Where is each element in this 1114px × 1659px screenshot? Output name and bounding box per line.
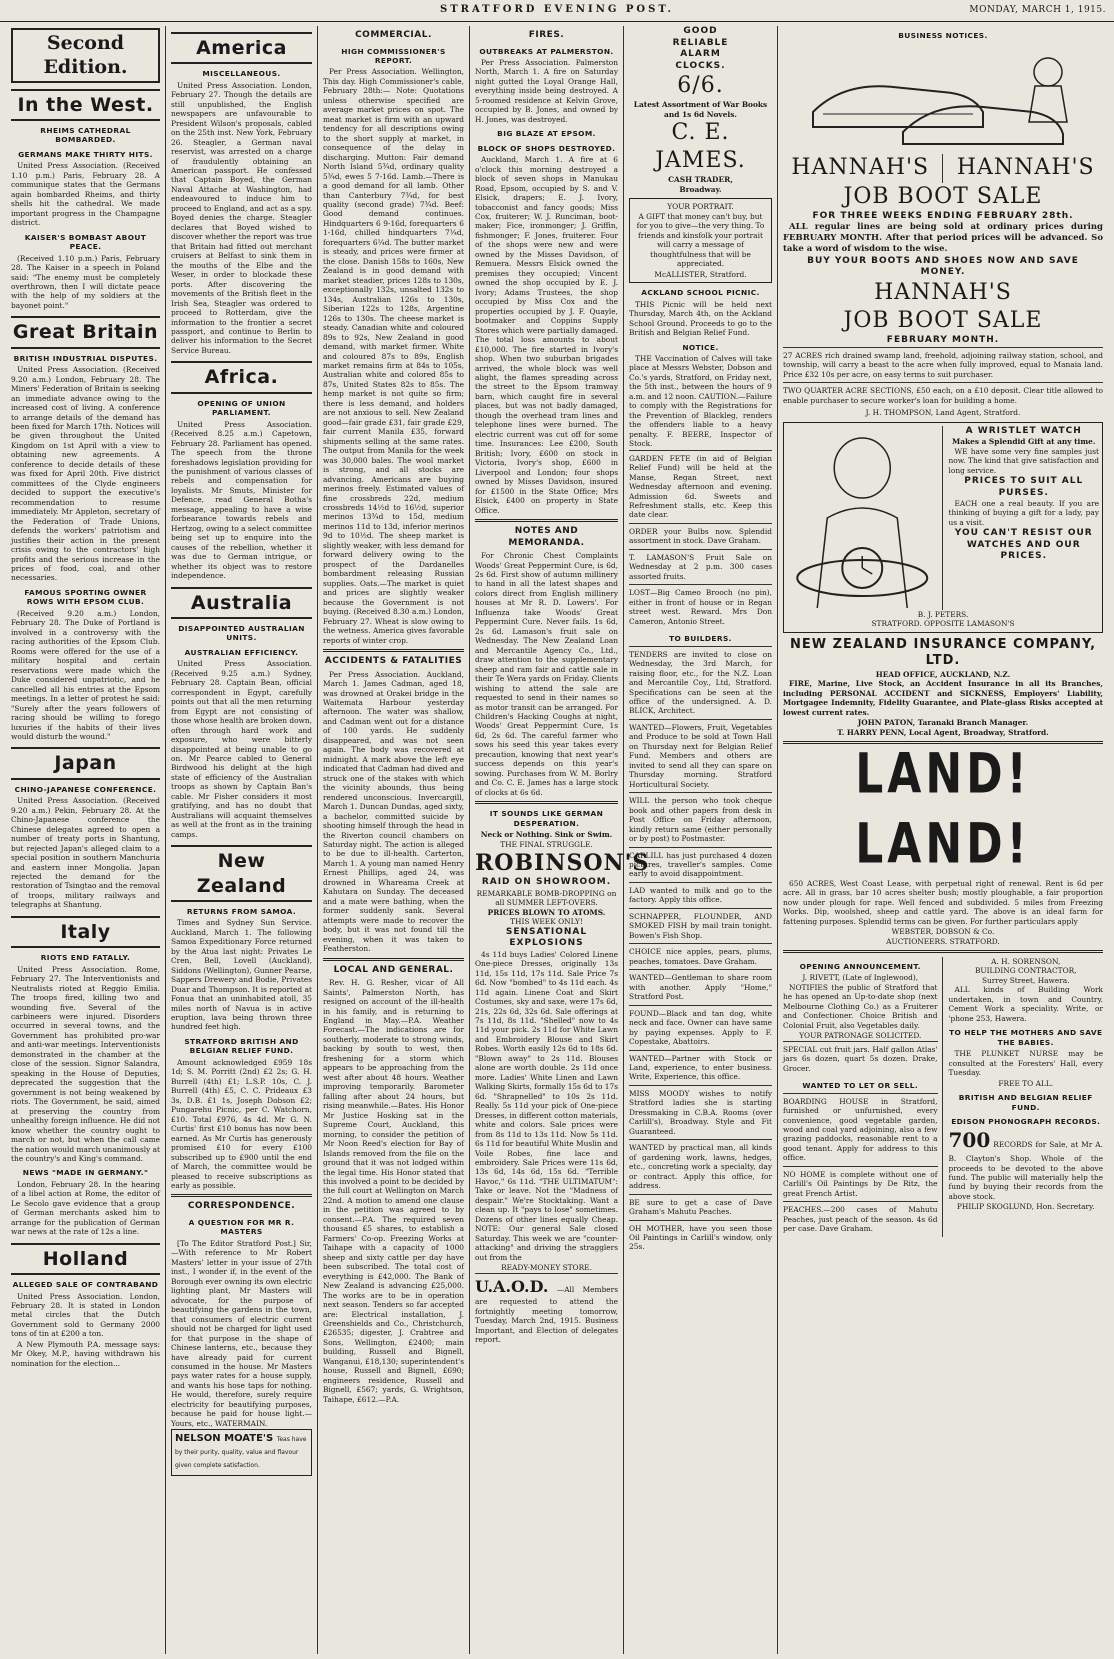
ad-line: PRICES BLOWN TO ATOMS. [487,907,606,917]
ad-line: GOOD [683,26,718,36]
classified: WANTED by practical man, all kinds of gardening work, lawns, hedges, etc., concreting work a specialty, day or contract. Apply this office, for address. [629,1139,772,1193]
ad-line: CASH TRADER, [668,175,733,185]
ad-line: McALLISTER, Stratford. [654,269,747,279]
headline: GERMANS MAKE THIRTY HITS. [18,149,153,159]
ad-line: FEBRUARY MONTH. [886,335,1000,346]
ad-line: Latest Assortment of War Books and 1s 6d Novels. [633,100,768,119]
section-heading: NOTES AND MEMORANDA. [508,526,585,548]
category-west: In the West. [11,89,160,121]
headline: AUSTRALIAN EFFICIENCY. [184,647,299,657]
ad-text: ALL kinds of Building Work undertaken, in town and Country. Cement Work a speciality. Write, or 'phone 253, Hawera. [948,985,1103,1023]
headline: WANTED TO LET OR SELL. [802,1081,919,1091]
headline: OUTBREAKS AT PALMERSTON. [479,46,614,56]
boot-illustration-icon [783,42,1103,152]
article-text: Amount acknowledged £959 18s 1d; S. M. Porritt (2nd) £2 2s; G. H. Burrell (4th) £1; L.S.P. 10s, C. J. Burrell (4th) £5, C. C. Prideaux £3 3s, D.B. £1 1s, Joseph Dobson £2; Pungarehu Picnic, per C. Watchorn, £10. Total £976, 4s 4d. Mr G. N. Curtis' first £10 bonus has now been earned. As Mr Curtis has generously promised £10 for every £100 subscribed up to £900 until the end of March, the committee would be pleased to receive subscriptions as early as possible. [171,1057,312,1190]
column-4 [470,26,650,1654]
headline: BLOCK OF SHOPS DESTROYED. [477,143,616,153]
uaod-text: —All Members are requested to attend the fortnightly meeting tomorrow, Tuesday, March 2nd, 1915. Business Important, and Election of delegates report. [475,1284,618,1344]
nelson-moate-ad [171,1429,312,1475]
article-text: Auckland, March 1. A fire at 6 o'clock this morning destroyed a block of seven shops in Manukau Road, Epsom, occupied by S. and V. Elsick, drapers; E. J. Ivory, tobacconist and fancy goods; Miss Cox, fruiterer; W. J. Runciman, boot-maker; Fice, ironmonger; J. Griffin, fishmonger; F. Jones, fruiterer. Four of the shops were new and were owned by the Misses Davidson, of Remuera. Messrs Elsick owned the premises they occupied; Vincent owned the shop occupied by E. J. Ivory; Adams Trustees, the shop occupied by Miss Cox and the properties occupied by J. F. Quayle, bootmaker and Coppins Supply Stores which were partially damaged. The total loss amounts to about £10,000. The fire started in Ivory's shop. When two suburban brigades arrived, the whole block was well alight, the flames spreading across the street to the Epsom tramway barn, which caught fire in several places, but was not badly damaged, though the overhead tram lines and telephone lines were burned. The electric current was cut off for some time. Insurances: Lee £200, South British; Ivory, £600 on stock in Victoria, Ivory's shop, £600 in Liverpool and London; four shops owned by Misses Davidson, insured for £1500 in the State Office; Mrs Elsick, £400 on property in State Office. [475,155,618,515]
ad-line: FOR THREE WEEKS ENDING FEBRUARY 28th. [812,210,1074,221]
uaod-title: U.A.O.D. [475,1276,549,1296]
masthead-date: MONDAY, MARCH 1, 1915. [969,5,1106,15]
category-britain: Great Britain [11,316,160,348]
section-heading: COMMERCIAL. [355,30,432,40]
classified: 27 ACRES rich drained swamp land, freehold, adjoining railway station, school, and township, will carry a beast to the acre when fully improved, equal to Manaia land. Price £32 10s per acre, on easy terms to suit purchaser. [783,347,1103,382]
column-6 [778,26,1108,1654]
ad-line: T. HARRY PENN, Local Agent, Broadway, Stratford. [837,727,1049,737]
nz-insurance-ad [783,637,1103,738]
ad-line: RELIABLE [672,37,729,48]
article-text: Per Press Association. Palmerston North, March 1. A fire on Saturday night gutted the Loyal Orange Hall, everything inside being destroyed. A 5-roomed residence at Kelvin Grove, occupied by B. Jones, and owned by H. Jones, was destroyed. [475,57,618,124]
article-text: Times and Sydney Sun Service. Auckland, March 1. The following Samoa Expeditionary Force returned by the Atua last night: Privates Le Cren, Bell, Lovell (Auckland), Siddons (Wellington), Gunner Pearse, Sappers Drewery and Bodie, Privates Duar and Thompson. It is reported at Fonua that an uninhabited atoll, 35 miles north of Navua is in active eruption, lava being thrown three hundred feet high. [171,918,312,1032]
headline: IT SOUNDS LIKE GERMAN DESPERATION. [489,809,604,828]
classified: OH MOTHER, have you seen those Oil Paintings in Carlill's window, only 25s. [629,1220,772,1255]
ad-line: READY-MONEY STORE. [501,1263,592,1273]
column-3 [318,26,470,1654]
category-australia: Australia [171,587,312,619]
column-1 [6,26,166,1654]
ad-text: 650 ACRES, West Coast Lease, with perpetual right of renewal. Rent is 6d per acre. All in grass, bar 10 acres shelter bush; mostly ploughable, a fair proportion now under plough for rape. Well fenced and subdivided. 5 miles from Freezing Works. Dip, woolshed, sheep and cattle yard. The above is an ideal farm for fattening purposes. Splendid terms can be given. For further particulars apply [783,878,1103,926]
ad-line: NEW ZEALAND INSURANCE COMPANY, LTD. [789,636,1097,669]
ad-line: HEAD OFFICE, AUCKLAND, N.Z. [875,669,1011,679]
ad-line: HANNAH'S [874,279,1012,305]
ad-line: A WRISTLET WATCH [965,425,1082,436]
classified: WILL the person who took cheque book and other papers from desk in Post Office on Friday afternoon, kindly return same (either personally or by post) to Postmaster. [629,792,772,846]
headline: TO HELP THE MOTHERS AND SAVE THE BABIES. [949,1028,1103,1047]
headline: BIG BLAZE AT EPSOM. [497,129,596,139]
ad-line: BUILDING CONTRACTOR, [974,966,1077,976]
masthead [0,0,1114,22]
notice-text: THE Vaccination of Calves will take place at Messrs Webster, Dobson and Co.'s yards, Stratford, on Friday next, the 5th inst., between the hours of 9 a.m. and 12 noon. CAUTION.—Failure to comply with the Registrations for the Prevention of Blackleg, renders the offenders liable to a heavy penalty. F. BEERE, Inspector of Stock. [629,353,772,449]
ad-price: 6/6. [677,73,724,99]
headline: RETURNS FROM SAMOA. [186,906,297,916]
wristlet-watch-ad [783,422,1103,633]
article-text: United Press Association. (Received 9.20 a.m.) London, February 28. The Miners' Federation of Britain is seeking an immediate advance owing to the increased cost of living. A conference to arrange details of the demand has been fixed for March 17th. Notices will be given throughout the United Kingdom on 1st April with a view to obtaining new agreements. A conference to decide details of these was fixed for April 20th. Five district committees of the Clyde engineers decided to support the executive's recommendation to resume immediately. Mr Appleton, secretary of the Federation of Trade Unions, defends the workers' patriotism and justifies their action in the present crisis owing to the contractors' high profits and the serious increase in the prices of food, coal, and other necessaries. [11,365,160,583]
article-text: United Press Association. London, February 28. It is stated in London metal circles that the Dutch Government sold to Germany 2000 tons of tin at £200 a ton. [11,1291,160,1339]
column-5 [624,26,778,1654]
classified: CARLILL has just purchased 4 dozen pictures, traveller's samples. Come early to avoid disappointment. [629,847,772,882]
category-new-zealand: New Zealand [171,845,312,902]
classified: SCHNAPPER, FLOUNDER, AND SMOKED FISH by mail train tonight. Bowen's Fish Shop. [629,908,772,943]
classified: GARDEN FETE (in aid of Belgian Relief Fund) will be held at the Manse, Regan Street, next Wednesday afternoon and evening. Admission 6d. Sweets and Refreshment stalls, etc. Keep this date clear. [629,450,772,523]
article-text: United Press Association. Rome, February 27. The Interventionists and Neutralists rioted at Reggio Emilia. The troops fired, killing two and wounding five. Several of the carbineers were injured. Disorders occurred in several towns, and the Government has prohibited pro-war and anti-war meetings. Interventionists demonstrated in the chamber at the close of the session. Signor Salandra, speaking in the House of Deputies, deprecated the suggestion that the government is not being weakened by riots. The Government, he said, aimed at preserving the country from unhealthy foreign influence. He did not know whether the country ought to march or not, but when the call came the nation would march unanimously at the country's and King's command. [11,964,161,1163]
classified: CHOICE nice apples, pears, plums, peaches, tomatoes. Dave Graham. [629,943,772,969]
headline: MISCELLANEOUS. [202,69,281,79]
headline: TO BUILDERS. [669,634,732,644]
headline: OPENING OF UNION PARLIAMENT. [197,398,286,418]
ad-text: EACH one a real beauty. If you are thinking of buying a gift for a lady, pay us a visit. [948,499,1099,527]
land-ad-title: LAND! LAND! [855,742,1031,877]
ad-line: PHILIP SKOGLUND, Hon. Secretary. [956,1202,1095,1212]
category-africa: Africa. [171,361,312,393]
classified: LOST—Big Cameo Brooch (no pin), either in front of house or in Regan street west. Reward. Mrs Don Cameron, Antonio Street. [629,584,772,629]
ad-line: SENSATIONAL EXPLOSIONS [505,926,588,949]
ad-line: J. H. THOMPSON, Land Agent, Stratford. [865,408,1021,418]
ad-name: NELSON MOATE'S [175,1433,274,1445]
article-text: Rev. H. G. Resher, vicar of All Saints', Palmerston North, has resigned on account of the ill-health in his family, and is returning to England in May.—P.A. Weather Forecast.—The indications are for southerly, moderate to strong winds, backing by south to west, then freshening for a storm which appears to be approaching from the west after about 48 hours. Weather improving temporarily. Barometer falling after about 24 hours, but rising meanwhile.—Bates. His Honor Mr Justice Hosking sat in the Supreme Court, Auckland, this morning, to consider the petition of Mr Noon Reed's election for Bay of Islands removed from the file on the ground that it was not lodged within the legal time. His Honor stated that this involved a point to be decided by the full court at Wellington on March 22nd. A motion to amend one clause in the petition was agreed to by consent.—P.A. The required seven thousand £5 shares, to establish a Farmers' Co-op. Freezing Works at Taihape with a capacity of 1000 sheep and sixty cattle per day have been subscribed. The total cost of everything is £42,000. The Bank of New Zealand is advancing £25,000. The works are to be in operation next season. Tenders so far accepted are: Electrical installation, J. Greenshields and Co., Christchurch, £26535; digester, J. Crabtree and Sons, Wellington, £2400; main building, Russell and Bignell, Wanganui, £18,130; superintendent's house, Russell and Bignell, £690; engineers residence, Russell and Bignell, £567; yards, G. Wrightson, Taihape, £612.—P.A. [323,978,464,1404]
article-text: United Press Association. (Received 1.10 p.m.) Paris, February 28. A communique states that the Germans again bombarded Rheims, and thirty shells hit the cathedral. We made important progress in the Champagne district. [11,161,160,228]
ad-line: HANNAH'S [956,155,1095,181]
column-2 [166,26,318,1654]
classified: WANTED—Gentleman to share room with another. Apply "Home," Stratford Post. [629,969,772,1004]
headline: NOTICE. [682,342,719,352]
ad-line: A. H. SORENSON, [991,956,1061,966]
classified: BE sure to get a case of Dave Graham's Mahutu Peaches. [629,1194,772,1220]
notice-text: THIS Picnic will be held next Thursday, March 4th, on the Ackland School Ground. Proceeds to go to the British and Belgian Relief Fund. [629,299,772,338]
category-america: America [171,32,312,64]
article-text: Per Press Association. Wellington, This day. High Commissioner's cable, February 28th:— Note: Quotations unless otherwise specified are average market prices on spot. The meat market is firm with an upward tendency for all descriptions owing to the short supply at market, in consequence of the delay in discharging. Mutton: Fair demand North Island 5¾d, ordinary quality 5¾d, ewes 5 7-16d. Lamb.—There is a good demand for all lamb. Other than Canterbury 7¾d, for best quality (second grade) 7¾d. Beef: Good demand continues. Hindquarters 6 9-16d, forequarters 6 1-16d, chilled hindquarters 7¼d, forequarters 6¼d. The butter market is steady, and prices were firmer at the close. Danish 158s to 160s, New Zealand is in good demand with market steadier, prices 128s to 130s, exceptionally 132s, unsalted 132s to 134s, Australian 126s to 130s, Siberian 122s to 128s, Argentine 126s to 130s. The cheese market is steady. Canadian white and coloured 89s to 92s, New Zealand in good demand, with market firmer. White and coloured 87s to 89s, English market remains firm at 84s to 105s, Australian white and colored 85s to 87s, United States 82s to 85s. The hemp market is not quite so firm; there is less demand, and holders are not anxious to sell. New Zealand good—fair grade £31, fair grade £29, fair current Manila £35, forward shipments selling at the same rates. The output from Manila for the week was 30,000 bales. The wool market is strong, and all stocks are advancing. Americans are buying merinos freely. Estimated values of fine crossbreds 22d, medium crossbreds 14½d to 16½d, superior merinos 13¾d to 15d, medium merinos 11d to 13d, inferior merinos 9d to 10½d. The sheep market is slightly weaker, with less demand for forward delivery owing to the prospect of the Dardanelles bombardment releasing Russian supplies. Oats.—The market is quiet and prices are slightly weaker because the Government is not buying. (Received 8.30 a.m.) London, February 27. Wheat is slow owing to the wetness. America gives favorable reports of winter crop. [323,67,464,645]
ad-text [949,1128,1104,1201]
ad-line: THE FINAL STRUGGLE. [500,839,593,849]
ad-line: YOUR PATRONAGE SOLICITED. [799,1031,922,1041]
ad-line: J. RIVETT, (Late of Inglewood), [802,973,919,983]
category-italy: Italy [11,916,160,948]
ad-line: AUCTIONEERS. STRATFORD. [886,936,1000,946]
category-holland: Holland [11,1243,160,1275]
article-text: United Press Association. (Received 8.25 a.m.) Capetown, February 28. Parliament has opened. The speech from the throne foreshadows legislation providing for the punishment of various classes of rebels and compensation for loyalists. Mr Smuts, Minister for Defence, read General Botha's message, appealing to have a wise forbearance towards rebels and Hertzog, owing to a select committee being set up to enquire into the causes of the rebellion, whether it was due to German intrigue, or whether its object was to restore independence. [171,419,312,581]
headline: RIOTS END FATALLY. [40,953,131,963]
ad-line: JOB BOOT SALE [843,183,1043,209]
classified: TENDERS are invited to close on Wednesday, the 3rd March, for raising floor, etc., for the N.Z. Loan and Mercantile Coy., Ltd, Stratford. Specifications can be seen at the office of the undersigned. A. D. BLICK, Architect. [629,646,772,719]
article-text: United Press Association. London, February 27. Though the details are still unpublished, the English newspapers are unfavourable to President Wilson's proposals, cabled on the 25th inst. New York, February 26. Steagler, a German naval reservist, was arrested on a charge of fraudulently obtaining an American passport. He confessed that Captain Boyed, the German Naval Attache at Washington, had endeavoured to induce him to proceed to England, and act as a spy. Boyed denies the charge. Steagler declares that Boyed wished to discover whether the report was true that Britain had fitted out merchant cruisers at Belfast to sink them in the mouths of the Elbe and the Weser, in order to blockade these ports. After discovering the movements of the British fleet in the Irish Sea, Steagler was ordered to proceed to Rotterdam, give the information to the frontier a secret passport, and continue to Berlin to deliver his information to the Secret Service Bureau. [171,80,312,355]
lady-with-watch-illustration-icon [787,428,938,608]
ad-line: Makes a Splendid Gift at any time. [952,437,1096,447]
ad-line: YOUR PORTRAIT. [667,202,734,212]
headline: ALLEGED SALE OF CONTRABAND [12,1280,159,1290]
ad-text: WE have some very fine samples just now. The kind that give satisfaction and long service. [948,446,1099,475]
ad-text: RECORDS for Sale, at Mr A. B. Clayton's Shop. Whole of the proceeds to be devoted to the above fund. The public will materially help the fund by buying their records from the above stock. [948,1140,1103,1201]
headline: CHINO-JAPANESE CONFERENCE. [14,784,157,794]
ad-merchant: B. J. PETERS. [917,609,969,619]
ad-line: YOU CAN'T RESIST OUR WATCHES AND OUR PRICES. [954,528,1093,562]
classified: WANTED—Flowers, Fruit, Vegetables and Produce to be sold at Town Hall on Thursday next for Belgian Relief Fund. Members and others are invited to send all they can spare on Thursday morning. Stratford Horticultural Society. [629,719,772,792]
headline: RHEIMS CATHEDRAL BOMBARDED. [40,125,131,145]
ad-line: JOHN PATON, Taranaki Branch Manager. [857,718,1029,728]
masthead-title: STRATFORD EVENING POST. [440,4,674,16]
ad-line: Broadway. [679,184,722,194]
ad-line: FREE TO ALL. [998,1078,1054,1088]
ad-text: ALL regular lines are being sold at ordinary prices during FEBRUARY MONTH. After that period prices will be advanced. So take a word of wisdom to the wise. [783,222,1103,255]
section-heading: LOCAL AND GENERAL. [333,964,454,975]
article-text: A New Plymouth P.A. message says: Mr Okey, M.P., having withdrawn his nomination for the election... [11,1339,160,1368]
clocks-ad [629,26,772,194]
ad-text: Teas have by their purity, quality, value and flavour given complete satisfaction. [175,1436,307,1469]
headline: ACKLAND SCHOOL PICNIC. [641,288,760,298]
ad-text: A GIFT that money can't buy, but for you to give—the very thing. To friends and kinsfolk your portrait will carry a message of thoughtfulness that will be appreciated. [636,211,765,269]
headline: BUSINESS NOTICES. [898,31,988,40]
uaod-notice [475,1273,618,1348]
article-text: [To The Editor Stratford Post.] Sir,—With reference to Mr Robert Masters' letter in your issue of 27th inst., I wonder if, in the event of the Borough ever owning its own electric lighting plant, Mr Masters will advocate, for the purpose of beautifying the gardens in the town, that consumers of electric current should not be charged for light used for that purpose in the shape of Chinese lanterns, etc., because they have already paid for current consumed in the house. Mr Masters pays water rates for a house supply, and wants his hose taps for nothing. He would, therefore, surely require electricity for beautifying purposes, because he paid for house light.—Yours, etc., WATERMAIN. [171,1238,312,1428]
ad-merchant: WEBSTER, DOBSON & Co. [891,927,995,937]
classified: MISS MOODY wishes to notify Stratford ladies she is starting Dressmaking in C.B.A. Rooms (over Carlill's), Broadway. Style and Fit Guaranteed. [629,1085,772,1139]
section-heading: ACCIDENTS & FATALITIES [324,656,463,667]
classified: PEACHES.—200 cases of Mahutu Peaches, just peach of the season. 4s 6d per case. Dave Graham. [783,1201,938,1236]
headline: A QUESTION FOR MR R. MASTERS [188,1217,295,1237]
ad-line: STRATFORD. OPPOSITE LAMASON'S [871,619,1015,629]
headline: BRITISH INDUSTRIAL DISPUTES. [13,353,158,363]
headline: FAMOUS SPORTING OWNER ROWS WITH EPSOM CLUB. [24,587,147,607]
article-text: United Press Association. (Received 9.20 a.m.) Pekin, February 28. At the Chino-Japanese conference the Chinese delegates agreed to open a number of treaty ports in Shantung, but rejected Japan's alleged claim to a special position in southern Manchuria and eastern inner Mongolia. Japan rejected the demand for the restoration of Tsingtao and the removal of troops, military railways and telegraphs at Shantung. [11,796,160,910]
article-text: For Chronic Chest Complaints Woods' Great Peppermint Cure, is 6d, 2s 6d. First show of autumn millinery to hand in all the latest shapes and colors direct from English millinery houses at Mr R. D. Lowers'. For Influenza take Woods' Great Peppermint Cure. Never fails. 1s 6d, 2s 6d. Lamason's fruit sale on Wednesday. The New Zealand Loan and Mercantile Agency Co., Ltd., draw attention to the supplementary sheep and ram fair and cattle sale in their Te Wera yards on Friday. Clients wishing to attend the sale are requested to send in their names so as motor transit can be arranged. For Children's Hacking Coughs at night, Woods' Great Peppermint Cure, 1s 6d, 2s 6d. The careful farmer who sows his seed this year takes every precaution, knowing that next year's success depends on this year's sowing. Purchases from W. M. Borlry and Co. C. E. James has a large stock of clocks at 6s 6d. [475,551,618,797]
article-text: (Received 9.20 a.m.) London, February 28. The Duke of Portland is involved in a controversy with the racing authorities of the Epsom Club. Rooms were offered for the use of a military hospital and certain reservations were made which the Duke considered unpatriotic, and he cancelled all his entries at the Epsom meetings. In a letter of protest he said: "Surely after the years followers of racing should be willing to forego luxuries if the habits of their lives would disturb the wound." [11,608,160,741]
headline: NEWS "MADE IN GERMANY." [22,1168,149,1178]
page-columns [6,26,1108,1654]
classified: BOARDING HOUSE in Stratford, furnished or unfurnished, every convenience, good vegetable garden, wood and coal yard adjoining, also a few grazing paddocks, reasonable rent to a good tenant. Apply for address to this office. [783,1093,938,1166]
ad-line: JOB BOOT SALE [843,308,1043,334]
ad-text: 4s 11d buys Ladies' Colored Linene One-piece Dresses, originally 13s 11d, 15s 11d, 17s 11d. Sale Price 7s 6d. Now "bombed" to 4s 11d each. 4s 11d again. Linene Coat and Skirt Costumes, sky and saxe, were 17s 6d, 21s, 22s 6d, 32s 6d. Sale offerings at 7s 11d, 8s 11d. "Shelled" now to 4s 11d your pick. 2s 11d for White Lawn and Embroidery Blouse and Skirt Robes. Worth easily 12s 6d to 18s 6d. "Blown away" to 2s 11d. Blouses alone are worth double. 2s 11d once more. Ladies' White Linen and Lawn Walking Skirts, formally 15s 6d to 17s 6d. "Shrapnelled" to 10s 2s 11d. Really. 5s 11d your pick of One-piece Dresses, in different cotton materials, white and colors. Sale prices were from 8s 11d to 13s 11d. Now 5s 11d. 6s 11d for beautiful White Muslin and Voile Robes, fine lace and embroidery. Sale Prices were 11s 6d, 13s 6d, 14s 6d, 15s 6d. "Terrible Havoc," 6s 11d. "THE ULTIMATUM": Take or leave. Not the "Madness of despair." We're Stocktaking. Want a clean up. It "pays to lose" sometimes. Dozens of other lines equally Cheap. NOTE: Our general Sale closed Saturday. This week we are "counter-attacking" and driving the stragglers out from the [475,949,618,1262]
article-text: Per Press Association. Auckland, March 1. James Cadman, aged 18, was drowned at Orakei bridge in the Waitemata Harbour yesterday afternoon. The water was shallow, and Cadman went out for a distance of 100 yards. He suddenly disappeared, and was not seen again. The body was recovered at midnight. A mark above the left eye indicated that Cadman had dived and struck one of the stakes with which the vicinity abounds, thus being rendered unconscious. Invercargill, March 1. Duncan Dundas, aged sixty, a bachelor, committed suicide by shooting himself through the head in the Riverton council chambers on Saturday night. The action is alleged to be due to ill-health. Carterton, March 1. A young man named Henry Ernest Phillips, aged 24, was drowned in Whareama Creek at Kahutara on Sunday. The deceased and a mate were bathing, when the former suddenly sank. Several attempts were made to recover the body, but it was not found till the evening, when it was taken to Featherston. [323,669,464,954]
portrait-ad [629,198,772,283]
ad-line: Surrey Street, Hawera. [981,975,1070,985]
classified: LAD wanted to milk and go to the factory. Apply this office. [629,882,772,908]
ad-line: THIS WEEK ONLY! [510,917,583,927]
ad-text: FIRE, Marine, Live Stock, an Accident Insurance in all its Branches, including PERSONAL ACCIDENT and SICKNESS, Employers' Liability, Mortgagee Indemnity, Fidelity Guarantee, and Plate-glass Risks accepted at lowest current rates. [783,679,1103,717]
ad-count: 700 [948,1128,991,1153]
ad-line: ALARM [680,49,721,60]
hannahs-ad [783,154,1103,346]
robinsons-ad [475,830,650,950]
ad-line: BUY YOUR BOOTS AND SHOES NOW AND SAVE MONEY. [807,255,1079,278]
classified: ORDER your Bulbs now. Splendid assortment in stock. Dave Graham. [629,523,772,549]
headline: KAISER'S BOMBAST ABOUT PEACE. [24,232,147,252]
article-text: London, February 28. In the hearing of a libel action at Rome, the editor of Le Secolo gave evidence that a group of German merchants asked him to arrange for the publication of German war news at the rate of 12s a line. [11,1179,160,1237]
section-heading: FIRES. [528,30,565,40]
ad-text: NOTIFIES the public of Stratford that he has opened an Up-to-date shop (next Melbourne Clothing Co.) as a Fruiterer and Confectioner. Choice British and Colonial Fruit, also Vegetables daily. [783,982,938,1030]
classified: SPECIAL cut fruit jars. Half gallon Atlas' jars 6s dozen, quart 5s dozen. Drake, Grocer. [783,1041,938,1076]
classified: T. LAMASON'S Fruit Sale on Wednesday at 2 p.m. 300 cases assorted fruits. [629,549,772,584]
ad-store-name: ROBINSON'S [475,850,650,877]
classified: FOUND—Black and tan dog, white neck and face. Owner can have same by paying expenses. Apply to F. Copestake, Abattoirs. [629,1005,772,1050]
category-japan: Japan [11,747,160,779]
headline: OPENING ANNOUNCEMENT. [799,961,921,971]
ad-line: Neck or Nothing. Sink or Swim. [480,830,613,840]
article-text: (Received 1.10 p.m.) Paris, February 28. The Kaiser in a speech in Poland said: "The enemy must be completely overthrown, then I will dictate peace with the help of my soldiers at the bayonet point." [11,253,160,310]
ad-text: THE PLUNKET NURSE may be consulted at the Foresters' Hall, every Tuesday. [948,1049,1103,1078]
ad-line: REMARKABLE BOMB-DROPPING on all SUMMER LEFT-OVERS. [476,888,617,908]
edition-banner: Second Edition. [11,28,160,83]
headline: BRITISH AND BELGIAN RELIEF FUND. [958,1093,1093,1112]
headline: STRATFORD BRITISH AND BELGIAN RELIEF FUND. [184,1036,299,1056]
classified: NO HOME is complete without one of Carlill's Oil Paintings by De Ritz, the great French Artist. [783,1166,938,1201]
bottom-ads [783,957,1103,1237]
headline: EDISON PHONOGRAPH RECORDS. [951,1117,1101,1126]
classified: TWO QUARTER ACRE SECTIONS, £50 each, on a £10 deposit. Clear title allowed to enable purchaser to secure worker's loan for building a home. [783,382,1103,408]
section-heading: CORRESPONDENCE. [187,1201,296,1212]
ad-line: HANNAH'S [783,154,943,182]
ad-line: RAID ON SHOWROOM. [481,877,612,888]
ad-line: PRICES TO SUIT ALL PURSES. [964,475,1084,498]
headline: HIGH COMMISSIONER'S REPORT. [341,46,446,65]
headline: DISAPPOINTED AUSTRALIAN UNITS. [178,623,305,643]
classified: WANTED—Partner with Stock or Land, experience, to enter business. Write, Experience, this office. [629,1050,772,1085]
article-text: United Press Association. (Received 9.25 a.m.) Sydney, February 28. Captain Bean, official correspondent in Egypt, carefully points out that all the men returning from Egypt are not consisting of those whose health are broken down, often through hard work and exposure, who were bitterly disappointed at being unable to go on. Mr Pearce cabled to General Birdwood his delight at the high state of efficiency of the Australian troops as shown by Captain Ban's cable. Mr Fisher considers it most gratifying, and has no doubt that Australians will acquaint themselves as well at the front as in the training camps. [171,659,312,839]
ad-merchant: C. E. JAMES. [655,120,746,174]
ad-line: CLOCKS. [675,60,726,71]
